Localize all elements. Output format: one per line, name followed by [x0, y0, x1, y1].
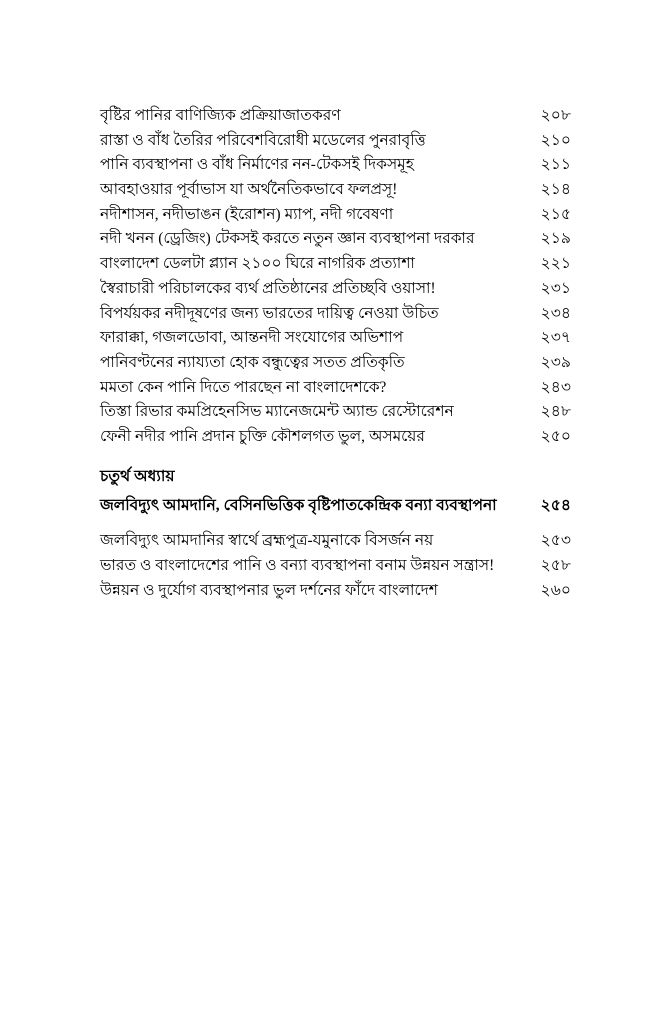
chapter-entries [100, 533, 571, 598]
chapter-main-entry-row[interactable] [100, 498, 571, 513]
toc-row[interactable] [100, 355, 571, 370]
toc-row[interactable] [100, 306, 571, 321]
toc-entry-page: ২১০ [540, 131, 571, 149]
toc-row[interactable] [100, 108, 571, 123]
toc-entry-title: ফারাক্কা, গজলডোবা, আন্তনদী সংযোগের অভিশাপ [100, 329, 404, 347]
toc-entry-title: পানি ব্যবস্থাপনা ও বাঁধ নির্মাণের নন-টেকসই দিকসমূহ [100, 156, 414, 174]
toc-row[interactable] [100, 157, 571, 172]
toc-row[interactable] [100, 207, 571, 222]
chapter-main-entry-page: ২৫৪ [540, 496, 571, 514]
toc-entry-title: রাস্তা ও বাঁধ তৈরির পরিবেশবিরোধী মডেলের পুনরাবৃত্তি [100, 131, 426, 149]
toc-entry-page: ২১৪ [540, 181, 571, 199]
toc-entry-title: উন্নয়ন ও দুর্যোগ ব্যবস্থাপনার ভুল দর্শনের ফাঁদে বাংলাদেশ [100, 581, 438, 599]
toc-entry-page: ২২১ [540, 255, 571, 273]
toc-row[interactable] [100, 182, 571, 197]
toc-entry-page: ২৫০ [540, 427, 571, 445]
toc-entry-title: নদীশাসন, নদীভাঙন (ইরোশন) ম্যাপ, নদী গবেষণা [100, 205, 394, 223]
toc-row[interactable] [100, 256, 571, 271]
toc-entry-title: বিপর্যয়কর নদীদূষণের জন্য ভারতের দায়িত্ব নেওয়া উচিত [100, 304, 439, 322]
chapter-heading: চতুর্থ অধ্যায় [100, 468, 175, 486]
toc-entry-title: মমতা কেন পানি দিতে পারছেন না বাংলাদেশকে? [100, 378, 387, 396]
toc-entry-page: ২৪৩ [540, 378, 571, 396]
toc-entry-page: ২১১ [540, 156, 571, 174]
toc-entry-page: ২৩১ [540, 279, 571, 297]
toc-entry-title: আবহাওয়ার পূর্বাভাস যা অর্থনৈতিকভাবে ফলপ্রসূ! [100, 181, 398, 199]
chapter-section [100, 469, 571, 598]
toc-entry-title: বৃষ্টির পানির বাণিজ্যিক প্রক্রিয়াজাতকরণ [100, 107, 341, 124]
toc-entry-page: ২১৯ [540, 230, 571, 248]
toc-row[interactable] [100, 281, 571, 296]
toc-row[interactable] [100, 429, 571, 444]
toc-entry-title: ভারত ও বাংলাদেশের পানি ও বন্যা ব্যবস্থাপনা বনাম উন্নয়ন সন্ত্রাস! [100, 556, 495, 574]
toc-entry-page: ২০৮ [540, 107, 571, 124]
toc-entry-page: ২৩৭ [540, 329, 571, 347]
toc-row[interactable] [100, 231, 571, 246]
toc-entry-title: ফেনী নদীর পানি প্রদান চুক্তি কৌশলগত ভুল, অসময়ের [100, 427, 425, 445]
toc-entry-title: তিস্তা রিভার কমপ্রিহেনসিভ ম্যানেজমেন্ট অ্যান্ড রেস্টোরেশন [100, 403, 454, 421]
toc-entry-page: ২১৫ [540, 205, 571, 223]
toc-row[interactable] [100, 583, 571, 598]
toc-row[interactable] [100, 330, 571, 345]
chapter-main-entry-title: জলবিদ্যুৎ আমদানি, বেসিনভিত্তিক বৃষ্টিপাতকেন্দ্রিক বন্যা ব্যবস্থাপনা [100, 496, 497, 514]
toc-entry-page: ২৫৮ [540, 556, 571, 574]
toc-entry-title: বাংলাদেশ ডেলটা প্ল্যান ২১০০ ঘিরে নাগরিক প্রত্যাশা [100, 255, 415, 273]
toc-row[interactable] [100, 133, 571, 148]
toc-entry-title: জলবিদ্যুৎ আমদানির স্বার্থে ব্রহ্মপুত্র-যমুনাকে বিসর্জন নয় [100, 532, 434, 550]
toc-entry-page: ২৫৩ [540, 532, 571, 550]
toc-entries-before-chapter [100, 108, 571, 444]
toc-row[interactable] [100, 380, 571, 395]
toc-row[interactable] [100, 533, 571, 548]
toc-entry-title: স্বৈরাচারী পরিচালকের ব্যর্থ প্রতিষ্ঠানের প্রতিচ্ছবি ওয়াসা! [100, 279, 436, 297]
toc-entry-page: ২৪৮ [540, 403, 571, 421]
toc-entry-title: নদী খনন (ড্রেজিং) টেকসই করতে নতুন জ্ঞান ব্যবস্থাপনা দরকার [100, 230, 475, 248]
toc-entry-title: পানিবণ্টনের ন্যায্যতা হোক বন্ধুত্বের সতত প্রতিকৃতি [100, 353, 405, 371]
toc-entry-page: ২৩৯ [540, 353, 571, 371]
toc-row[interactable] [100, 558, 571, 573]
toc-entry-page: ২৩৪ [540, 304, 571, 322]
table-of-contents [100, 108, 571, 598]
toc-entry-page: ২৬০ [540, 581, 571, 599]
toc-row[interactable] [100, 404, 571, 419]
